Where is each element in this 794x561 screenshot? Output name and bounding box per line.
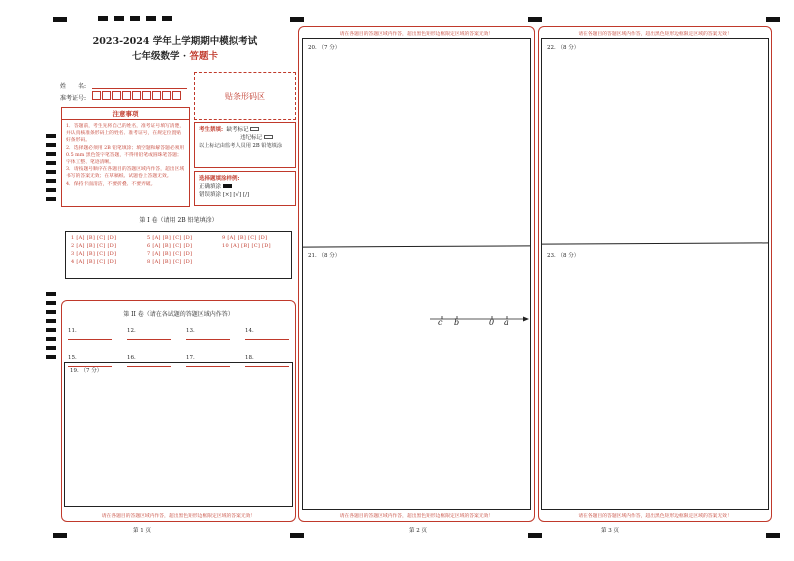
notice-box [61, 107, 190, 207]
cheat-box[interactable] [264, 135, 273, 139]
fill-example-box [194, 171, 296, 206]
blank-row-1 [68, 328, 295, 340]
blank-line[interactable] [68, 334, 112, 340]
label-c: c [438, 318, 443, 327]
choice-row [71, 251, 286, 257]
part1-heading: 第 I 卷（请用 2B 铅笔填涂） [139, 217, 218, 224]
choice-group[interactable]: 8 [A] [B] [C] [D] [147, 259, 193, 265]
page3-warning-bottom: 请在各题目的答题区域内作答，超出黑色矩形边框限定区域的答案无效！ [578, 514, 732, 519]
left-mark-column-1 [46, 134, 56, 206]
part2-heading: 第 II 卷（请在各试题的答题区域内作答） [123, 311, 234, 318]
page2-warning-top: 请在各题目的答题区域内作答，超出黑色矩形边框限定区域的答案无效！ [339, 32, 494, 37]
choice-group[interactable]: 4 [A] [B] [C] [D] [71, 259, 117, 265]
correct-fill-label: 正确填涂 [199, 184, 222, 190]
alignment-mark [766, 533, 780, 538]
page2-number: 第 2 页 [409, 528, 427, 534]
id-boxes[interactable] [92, 91, 182, 100]
cheat-label: 违纪标记 [240, 135, 263, 141]
q23-label: 23. （8 分） [547, 253, 580, 259]
page3-number: 第 3 页 [601, 528, 619, 534]
exam-title: 2023-2024 学年上学期期中模拟考试 [92, 36, 258, 47]
barcode-area [194, 72, 296, 120]
page1-number: 第 1 页 [133, 528, 151, 534]
choice-group[interactable]: 10 [A] [B] [C] [D] [222, 243, 271, 249]
choice-row [71, 259, 286, 265]
blank-label: 16. [127, 355, 136, 361]
choice-group[interactable]: 9 [A] [B] [C] [D] [222, 235, 268, 241]
label-b: b [454, 318, 460, 327]
barcode-label: 贴条形码区 [225, 91, 265, 101]
q20-label: 20. （7 分） [308, 45, 341, 51]
subtitle-prefix: 七年级数学 · [132, 51, 190, 62]
alignment-mark [53, 17, 67, 22]
notice-heading: 注意事项 [62, 108, 189, 120]
alignment-mark [290, 17, 304, 22]
choice-group[interactable]: 2 [A] [B] [C] [D] [71, 243, 117, 249]
choice-group[interactable]: 3 [A] [B] [C] [D] [71, 251, 117, 257]
q19-label: 19. （7 分） [70, 368, 103, 374]
missing-label: 缺考标记 [226, 127, 249, 133]
blank-label: 12. [127, 328, 136, 334]
label-a: a [504, 318, 509, 327]
choice-group[interactable]: 1 [A] [B] [C] [D] [71, 235, 117, 241]
alignment-mark [53, 533, 67, 538]
blank-label: 11. [68, 328, 77, 334]
correct-fill-mark [223, 184, 232, 188]
blank-label: 18. [245, 355, 254, 361]
blank-line[interactable] [245, 334, 289, 340]
notice-item: 1．答题前，考生先将自己的姓名，准考证号填写清楚，并认真核准条形码上的姓名、准考证号，在规定位置贴好条形码。 [66, 124, 185, 144]
blank-line[interactable] [127, 334, 171, 340]
proctor-box [194, 122, 296, 168]
proctor-heading: 考生禁填: [199, 127, 224, 133]
notice-item: 3．请按题号顺序在各题目的答题区域内作答，超出区域书写的答案无效；在草稿纸、试题卷上答题无效。 [66, 167, 185, 180]
choice-group[interactable]: 6 [A] [B] [C] [D] [147, 243, 193, 249]
notice-item: 4．保持卡面清洁，不要折叠、不要弄破。 [66, 181, 156, 187]
page3-warning-top: 请在各题目的答题区域内作答，超出黑色矩形边框限定区域的答案无效！ [578, 32, 732, 37]
page3-answer-area [541, 38, 769, 510]
choice-group[interactable]: 7 [A] [B] [C] [D] [147, 251, 193, 257]
part1-choice-box [65, 231, 292, 279]
blank-label: 15. [68, 355, 77, 361]
name-label: 姓 名: [60, 83, 87, 90]
id-label: 准考证号: [60, 95, 87, 102]
wrong-fill-label: 错误填涂 [199, 192, 222, 198]
choice-group[interactable]: 5 [A] [B] [C] [D] [147, 235, 193, 241]
notice-item: 2．选择题必须用 2B 铅笔填涂；填空题和解答题必须用 0.5 mm 黑色签字笔答题，不得用铅笔或圆珠笔答题；字体工整、笔迹清晰。 [66, 145, 185, 166]
fill-example-heading: 选择题填涂样例: [199, 176, 240, 182]
alignment-mark [290, 533, 304, 538]
alignment-mark [528, 533, 542, 538]
blank-label: 13. [186, 328, 195, 334]
alignment-mark [766, 17, 780, 22]
left-mark-column-2 [46, 292, 56, 364]
alignment-mark [528, 17, 542, 22]
name-line[interactable] [92, 88, 187, 89]
missing-box[interactable] [250, 127, 259, 131]
q19-answer-box[interactable] [64, 362, 293, 507]
exam-subtitle [70, 48, 280, 62]
q22-label: 22. （8 分） [547, 45, 580, 51]
subtitle-suffix: 答题卡 [189, 51, 218, 62]
number-line-arrow [523, 317, 529, 322]
label-0: 0 [489, 318, 495, 327]
wrong-fill-marks: [×] [√] [/] [222, 192, 250, 198]
blank-label: 14. [245, 328, 254, 334]
page2-answer-area [302, 38, 531, 510]
choice-row [71, 243, 286, 249]
blank-line[interactable] [186, 334, 230, 340]
page2-warning-bottom: 请在各题目的答题区域内作答，超出黑色矩形边框限定区域的答案无效！ [339, 514, 494, 519]
choice-row [71, 235, 286, 241]
page1-warning: 请在各题目的答题区域内作答，超出黑色矩形边框限定区域的答案无效！ [101, 514, 256, 519]
q21-label: 21. （8 分） [308, 253, 341, 259]
proctor-note: 以上标记由监考人员用 2B 铅笔填涂 [199, 143, 283, 149]
blank-label: 17. [186, 355, 195, 361]
top-mark-row [98, 16, 190, 21]
